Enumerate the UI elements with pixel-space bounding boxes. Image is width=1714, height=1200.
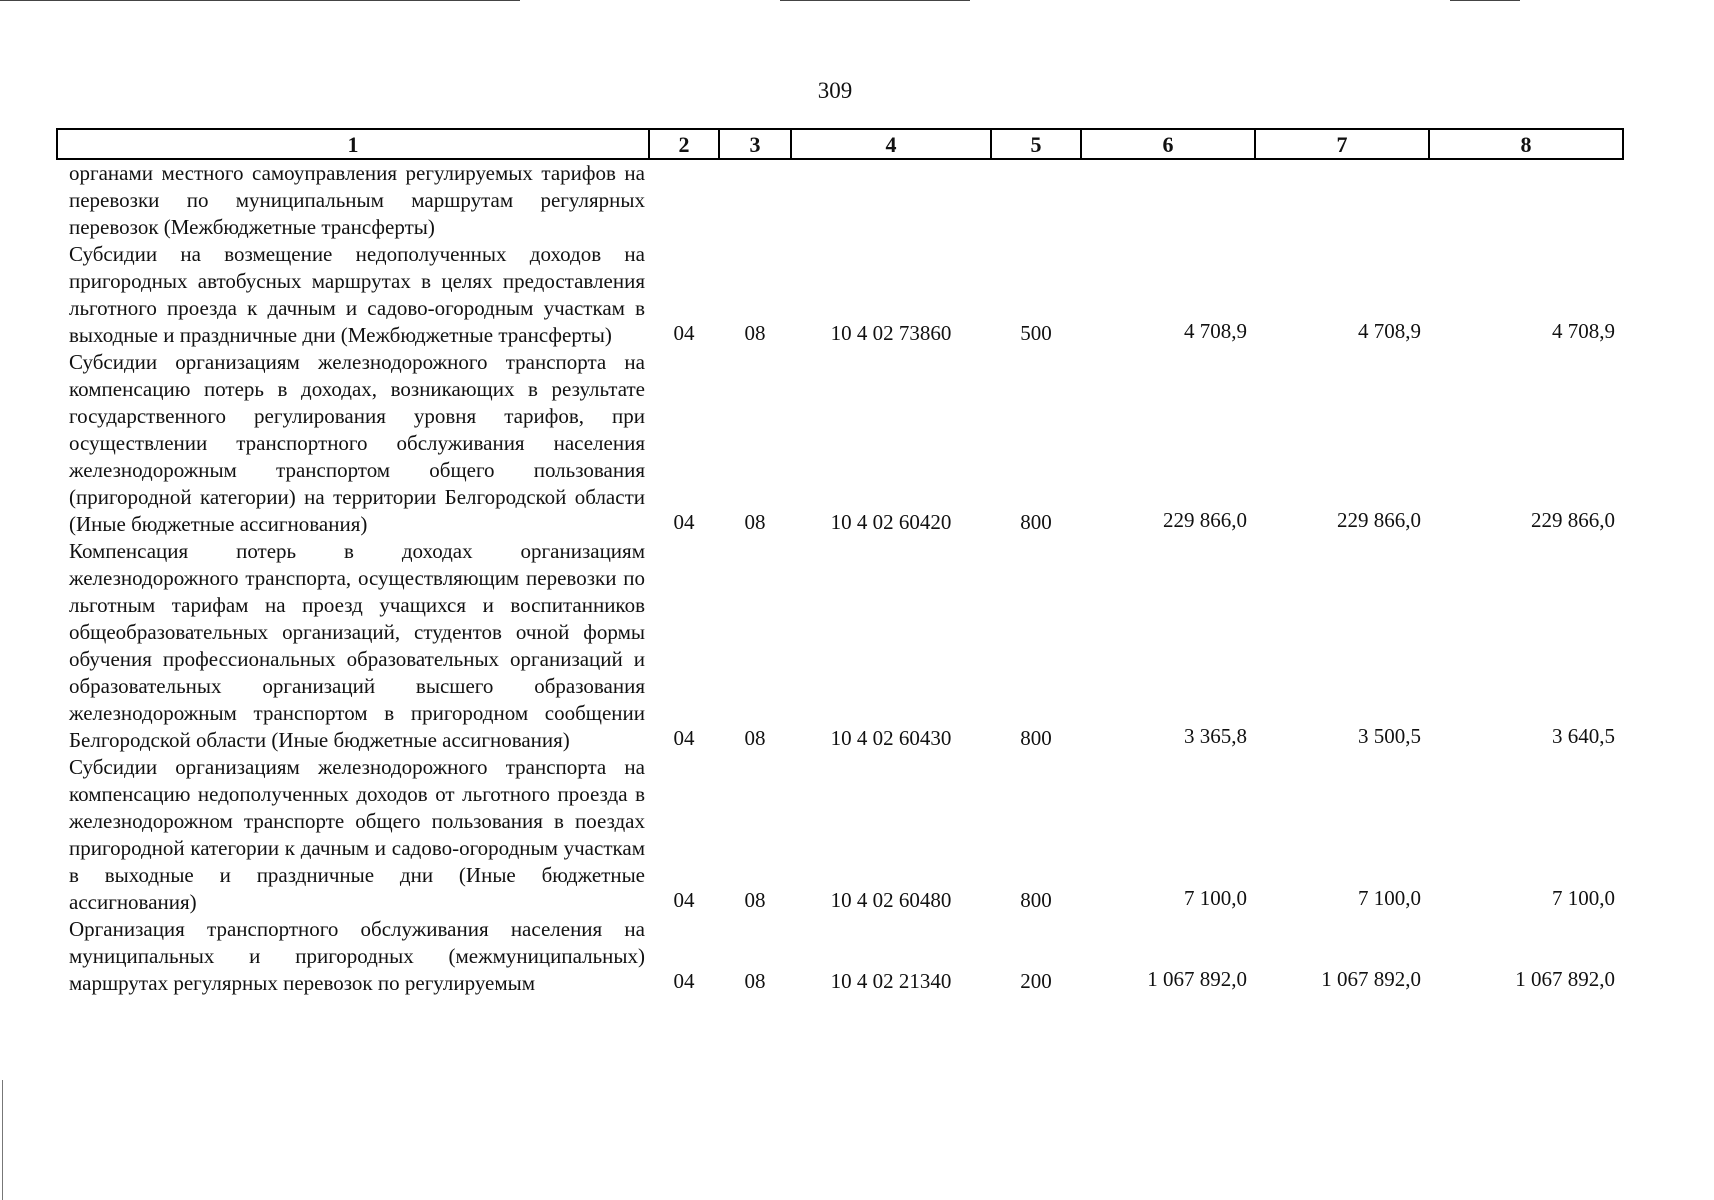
row-subsection [719,159,791,241]
row-amount-col6: 229 866,0 [1163,508,1247,532]
row-target-code: 10 4 02 21340 [830,969,952,993]
row-target-code: 10 4 02 60480 [830,888,952,912]
row-description: Субсидии организациям железнодорожного транспорта на компенсацию недополученных доходов от льготного проезда в железнодорожном транспорте общего пользования в поездах пригородной категории к дачным и садово-огородным участкам в выходные и праздничные дни (Иные бюджетные ассигнования) [69,755,645,914]
table-header-row [57,129,1623,159]
row-section: 04 [673,510,695,534]
row-section [649,159,719,241]
header-col-6: 6 [1081,129,1255,159]
page-number: 309 [817,78,853,103]
table-row [57,349,1623,538]
header-col-2: 2 [649,129,719,159]
header-col-1: 1 [57,129,649,159]
row-description: Организация транспортного обслуживания населения на муниципальных и пригородных (межмуниципальных) маршрутах регулярных перевозок по регулируемым [69,917,645,995]
row-expense-type: 200 [1020,969,1052,993]
row-target-code [791,159,991,241]
row-amount-col8: 229 866,0 [1531,508,1615,532]
row-target-code: 10 4 02 60420 [830,510,952,534]
row-subsection: 08 [744,321,766,345]
row-target-code: 10 4 02 73860 [830,321,952,345]
row-amount-col7: 3 500,5 [1358,724,1421,748]
row-amount-col8: 3 640,5 [1552,724,1615,748]
row-section: 04 [673,888,695,912]
table-row [57,916,1623,997]
row-amount-col7: 4 708,9 [1358,319,1421,343]
table-row [57,538,1623,754]
row-amount-col7: 229 866,0 [1337,508,1421,532]
row-amount-col7: 1 067 892,0 [1321,967,1421,991]
budget-table [56,128,1624,997]
row-amount-col6: 4 708,9 [1184,319,1247,343]
row-amount-col6 [1081,159,1255,241]
row-section: 04 [673,321,695,345]
row-amount-col7 [1255,159,1429,241]
row-section: 04 [673,726,695,750]
table-row [57,159,1623,241]
row-amount-col7: 7 100,0 [1358,886,1421,910]
row-amount-col8: 1 067 892,0 [1515,967,1615,991]
row-description: Субсидии организациям железнодорожного транспорта на компенсацию потерь в доходах, возникающих в результате государственного регулирования уровня тарифов, при осуществлении транспортного обслуживания населения железнодорожным транспортом общего пользования (пригородной категории) на территории Белгородской области (Иные бюджетные ассигнования) [69,350,645,536]
row-expense-type: 800 [1020,888,1052,912]
row-amount-col8 [1429,159,1623,241]
row-expense-type: 500 [1020,321,1052,345]
row-description: органами местного самоуправления регулируемых тарифов на перевозки по муниципальным маршрутам регулярных перевозок (Межбюджетные трансферты) [69,161,645,239]
row-description: Субсидии на возмещение недополученных доходов на пригородных автобусных маршрутах в целях предоставления льготного проезда к дачным и садово-огородным участкам в выходные и праздничные дни (Межбюджетные трансферты) [69,242,645,347]
scan-artifact-top-2 [780,0,970,1]
row-description: Компенсация потерь в доходах организациям железнодорожного транспорта, осуществляющим перевозки по льготным тарифам на проезд учащихся и воспитанников общеобразовательных организаций, студентов очной формы обучения профессиональных образовательных организаций и образовательных организаций высшего образования железнодорожным транспортом в пригородном сообщении Белгородской области (Иные бюджетные ассигнования) [69,539,645,752]
header-col-8: 8 [1429,129,1623,159]
header-col-3: 3 [719,129,791,159]
row-expense-type: 800 [1020,726,1052,750]
table-row [57,754,1623,916]
scan-artifact-top-1 [0,0,520,1]
row-amount-col6: 7 100,0 [1184,886,1247,910]
table-row [57,241,1623,349]
row-amount-col6: 3 365,8 [1184,724,1247,748]
header-col-7: 7 [1255,129,1429,159]
row-target-code: 10 4 02 60430 [830,726,952,750]
row-amount-col8: 4 708,9 [1552,319,1615,343]
row-amount-col8: 7 100,0 [1552,886,1615,910]
header-col-5: 5 [991,129,1081,159]
row-amount-col6: 1 067 892,0 [1147,967,1247,991]
header-col-4: 4 [791,129,991,159]
row-expense-type: 800 [1020,510,1052,534]
row-expense-type [991,159,1081,241]
row-subsection: 08 [744,888,766,912]
row-subsection: 08 [744,969,766,993]
scan-artifact-left [2,1080,3,1200]
scan-artifact-top-3 [1450,0,1520,1]
row-subsection: 08 [744,726,766,750]
row-subsection: 08 [744,510,766,534]
row-section: 04 [673,969,695,993]
